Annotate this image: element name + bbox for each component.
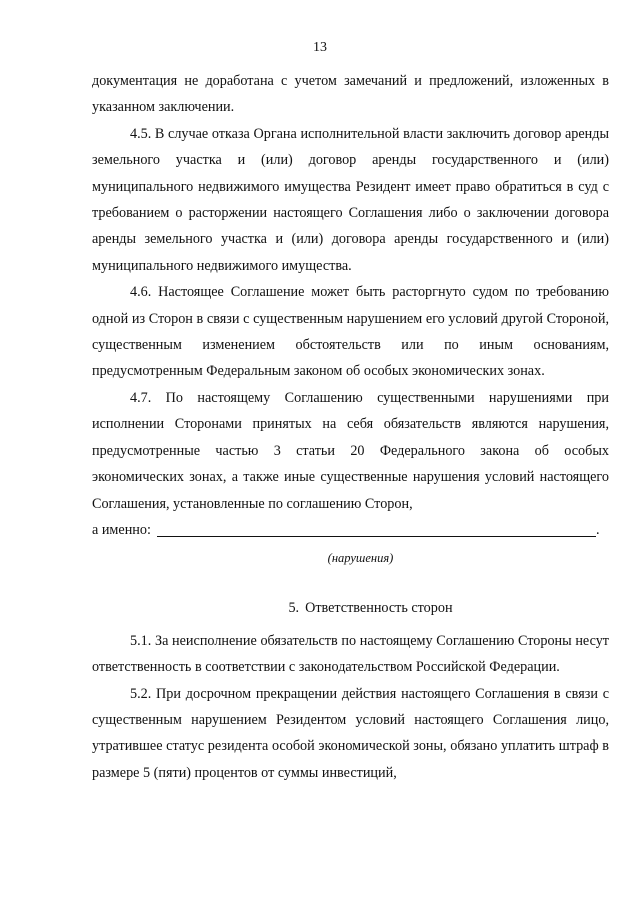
paragraph-5-2: 5.2. При досрочном прекращении действия настоящего Соглашения в связи с существенным нарушением Резидентом условий настоящего Соглашения лицо, утратившее статус резидента особой экономической зоны, обязано уплатить штраф в размере 5 (пяти) процентов от суммы инвестиций, <box>92 685 609 781</box>
section-title: Ответственность сторон <box>305 600 453 617</box>
section-number: 5. <box>288 600 300 617</box>
paragraph-continuation: документация не доработана с учетом замечаний и предложений, изложенных в указанном заключении. <box>92 73 609 116</box>
document-body <box>92 68 609 786</box>
paragraph-4-6: 4.6. Настоящее Соглашение может быть расторгнуто судом по требованию одной из Сторон в связи с существенным нарушением его условий другой Стороной, существенным изменением обстоятельств или по иным основаниям, предусмотренным Федеральным законом об особых экономических зонах. <box>92 284 609 380</box>
namely-label: а именно: <box>92 521 151 538</box>
blank-fill-line <box>157 520 596 537</box>
violations-caption: (нарушения) <box>327 551 394 566</box>
paragraph-4-7: 4.7. По настоящему Соглашению существенными нарушениями при исполнении Сторонами принятых на себя обязательств являются нарушения, предусмотренные частью 3 статьи 20 Федерального закона об особых экономических зонах, а также иные существенные нарушения условий настоящего Соглашения, установленные по соглашению Сторон, <box>92 389 609 512</box>
paragraph-4-5: 4.5. В случае отказа Органа исполнительной власти заключить договор аренды земельного участка и (или) договор аренды государственного и (или) муниципального недвижимого имущества Резидент имеет право обратиться в суд с требованием о расторжении настоящего Соглашения либо о заключении договора аренды земельного участка и (или) договора аренды государственного и (или) муниципального недвижимого имущества. <box>92 125 609 274</box>
section-heading <box>92 595 609 621</box>
paragraph-5-1: 5.1. За неисполнение обязательств по настоящему Соглашению Стороны несут ответственность в соответствии с законодательством Российской Федерации. <box>92 632 609 676</box>
line-end-period: . <box>595 521 600 538</box>
paragraph-4-7-tail <box>92 517 609 543</box>
page-number: 13 <box>313 40 327 55</box>
